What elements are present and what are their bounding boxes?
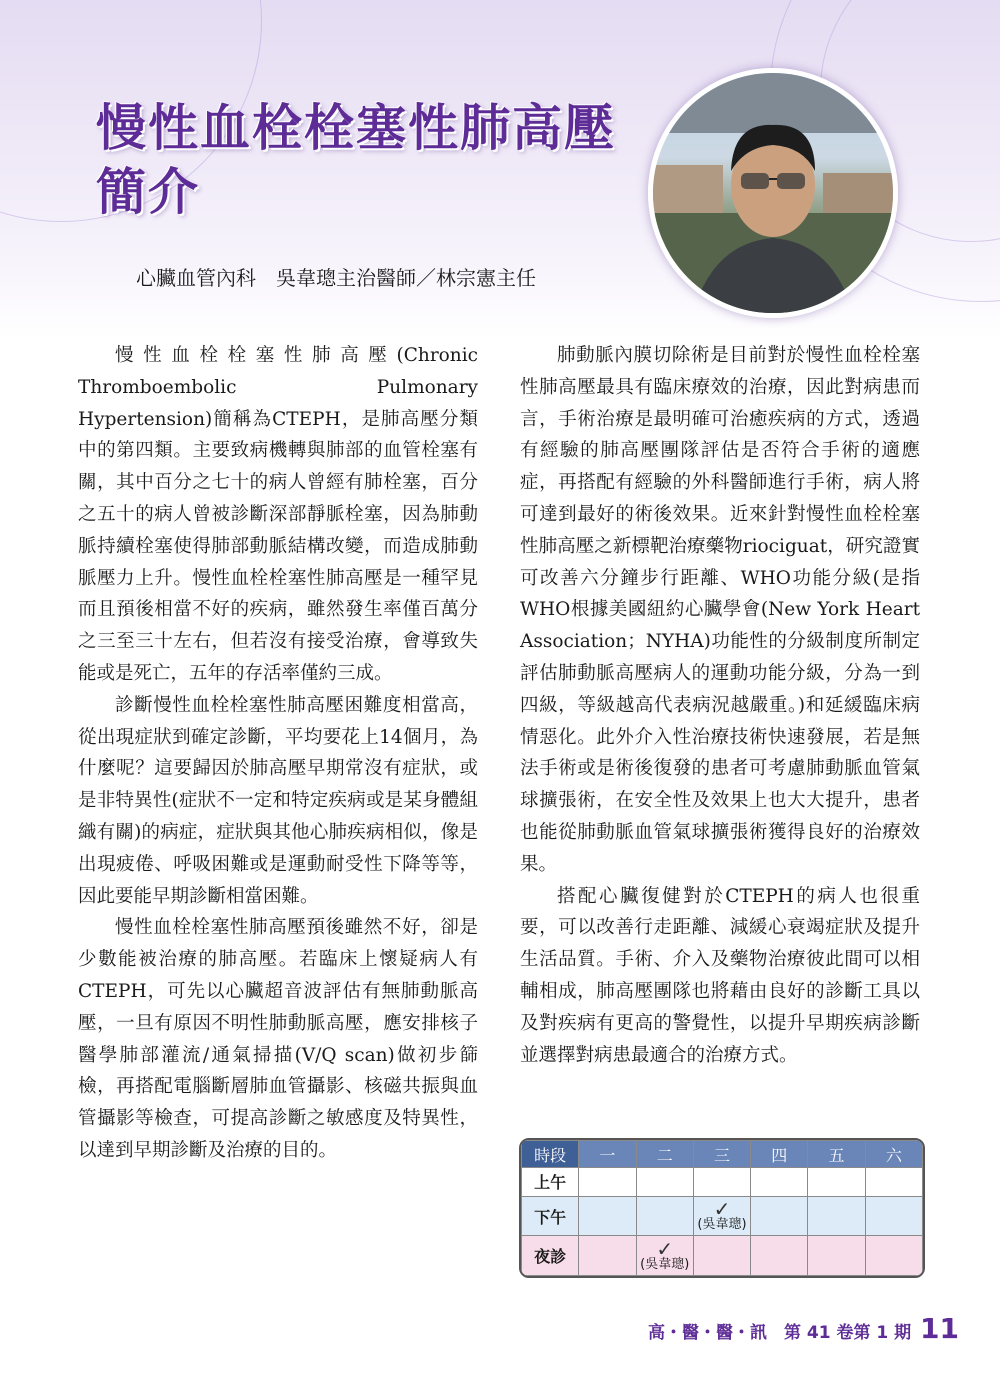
paragraph: 慢性血栓栓塞性肺高壓預後雖然不好，卻是少數能被治療的肺高壓。若臨床上懷疑病人有CTEPH，可先以心臟超音波評估有無肺動脈高壓，一旦有原因不明性肺動脈高壓，應安排核子醫學肺部灌流/通氣掃描(V/Q scan)做初步篩檢，再搭配電腦斷層肺血管攝影、核磁共振與血管攝影等檢查，可提高診斷之敏感度及特異性，以達到早期診斷及治療的目的。 (78, 917, 478, 1161)
journal-footer: 高・醫・醫・訊 第 41 卷第 1 期 (648, 1323, 912, 1343)
schedule-row-afternoon (522, 1196, 923, 1236)
schedule-cell (751, 1236, 808, 1276)
schedule-row-morning (522, 1168, 923, 1197)
schedule-cell (808, 1196, 865, 1236)
page-number: 11 (920, 1312, 959, 1345)
schedule-cell (751, 1168, 808, 1197)
title-line-1: 慢性血栓栓塞性肺高壓 (96, 99, 616, 157)
schedule-day-header: 五 (808, 1141, 865, 1168)
slot-label-evening: 夜診 (522, 1236, 579, 1276)
schedule-cell (751, 1196, 808, 1236)
author-portrait (648, 68, 898, 318)
check-mark-icon: ✓ (656, 1236, 674, 1261)
clinic-schedule-table (519, 1138, 925, 1278)
schedule-cell (808, 1236, 865, 1276)
body-column-right (520, 340, 920, 1071)
schedule-row-evening (522, 1236, 923, 1276)
schedule-cell (693, 1168, 750, 1197)
body-column-left (78, 340, 478, 1167)
title-line-2: 簡介 (96, 163, 200, 221)
schedule-day-header: 二 (636, 1141, 693, 1168)
schedule-cell (865, 1168, 922, 1197)
portrait-illustration (653, 73, 893, 313)
author-byline: 心臟血管內科 吳韋璁主治醫師／林宗憲主任 (136, 266, 536, 290)
paragraph: 診斷慢性血栓栓塞性肺高壓困難度相當高，從出現症狀到確定診斷，平均要花上14個月，為什麼呢？這要歸因於肺高壓早期常沒有症狀，或是非特異性(症狀不一定和特定疾病或是某身體組織有關)的病症，症狀與其他心肺疾病相似，像是出現疲倦、呼吸困難或是運動耐受性下降等等，因此要能早期診斷相當困難。 (78, 694, 478, 907)
schedule-cell (636, 1196, 693, 1236)
schedule-day-header: 六 (865, 1141, 922, 1168)
paragraph: 搭配心臟復健對於CTEPH的病人也很重要，可以改善行走距離、減緩心衰竭症狀及提升生活品質。手術、介入及藥物治療彼此間可以相輔相成，肺高壓團隊也將藉由良好的診斷工具以及對疾病有更高的警覺性，以提升早期疾病診斷並選擇對病患最適合的治療方式。 (520, 885, 920, 1066)
check-mark-icon: ✓ (713, 1197, 731, 1222)
schedule-cell-tue-evening (636, 1236, 693, 1276)
schedule-day-header: 四 (751, 1141, 808, 1168)
slot-label-morning: 上午 (522, 1168, 579, 1197)
schedule-cell (579, 1196, 636, 1236)
schedule-day-header: 三 (693, 1141, 750, 1168)
paragraph: 肺動脈內膜切除術是目前對於慢性血栓栓塞性肺高壓最具有臨床療效的治療，因此對病患而言，手術治療是最明確可治癒疾病的方式，透過有經驗的肺高壓團隊評估是否符合手術的適應症，再搭配有經驗的外科醫師進行手術，病人將可達到最好的術後效果。近來針對慢性血栓栓塞性肺高壓之新標靶治療藥物riociguat，研究證實可改善六分鐘步行距離、WHO功能分級(是指WHO根據美國紐約心臟學會(New York Heart Association；NYHA)功能性的分級制度所制定評估肺動脈高壓病人的運動功能分級，分為一到四級，等級越高代表病況越嚴重。)和延緩臨床病情惡化。此外介入性治療技術快速發展，若是無法手術或是術後復發的患者可考慮肺動脈血管氣球擴張術，在安全性及效果上也大大提升，患者也能從肺動脈血管氣球擴張術獲得良好的治療效果。 (520, 345, 920, 875)
paragraph: 慢性血栓栓塞性肺高壓(Chronic Thromboembolic Pulmonary Hypertension)簡稱為CTEPH，是肺高壓分類中的第四類。主要致病機轉與肺部的血管栓塞有關，其中百分之七十的病人曾經有肺栓塞，百分之五十的病人曾被診斷深部靜脈栓塞，因為肺動脈持續栓塞使得肺部動脈結構改變，而造成肺動脈壓力上升。慢性血栓栓塞性肺高壓是一種罕見而且預後相當不好的疾病，雖然發生率僅百萬分之三至三十左右，但若沒有接受治療，會導致失能或是死亡，五年的存活率僅約三成。 (78, 345, 478, 684)
article-title (96, 96, 616, 224)
slot-label-afternoon: 下午 (522, 1196, 579, 1236)
schedule-cell (579, 1236, 636, 1276)
schedule-day-header: 一 (579, 1141, 636, 1168)
schedule-cell (579, 1168, 636, 1197)
schedule-cell (636, 1168, 693, 1197)
doctor-name: (吳韋璁) (640, 1256, 690, 1272)
schedule-cell (808, 1168, 865, 1197)
schedule-cell (865, 1236, 922, 1276)
doctor-name: (吳韋璁) (697, 1217, 747, 1233)
schedule-cell (693, 1236, 750, 1276)
schedule-corner-header: 時段 (522, 1141, 579, 1168)
schedule-cell-wed-afternoon (693, 1196, 750, 1236)
schedule-cell (865, 1196, 922, 1236)
